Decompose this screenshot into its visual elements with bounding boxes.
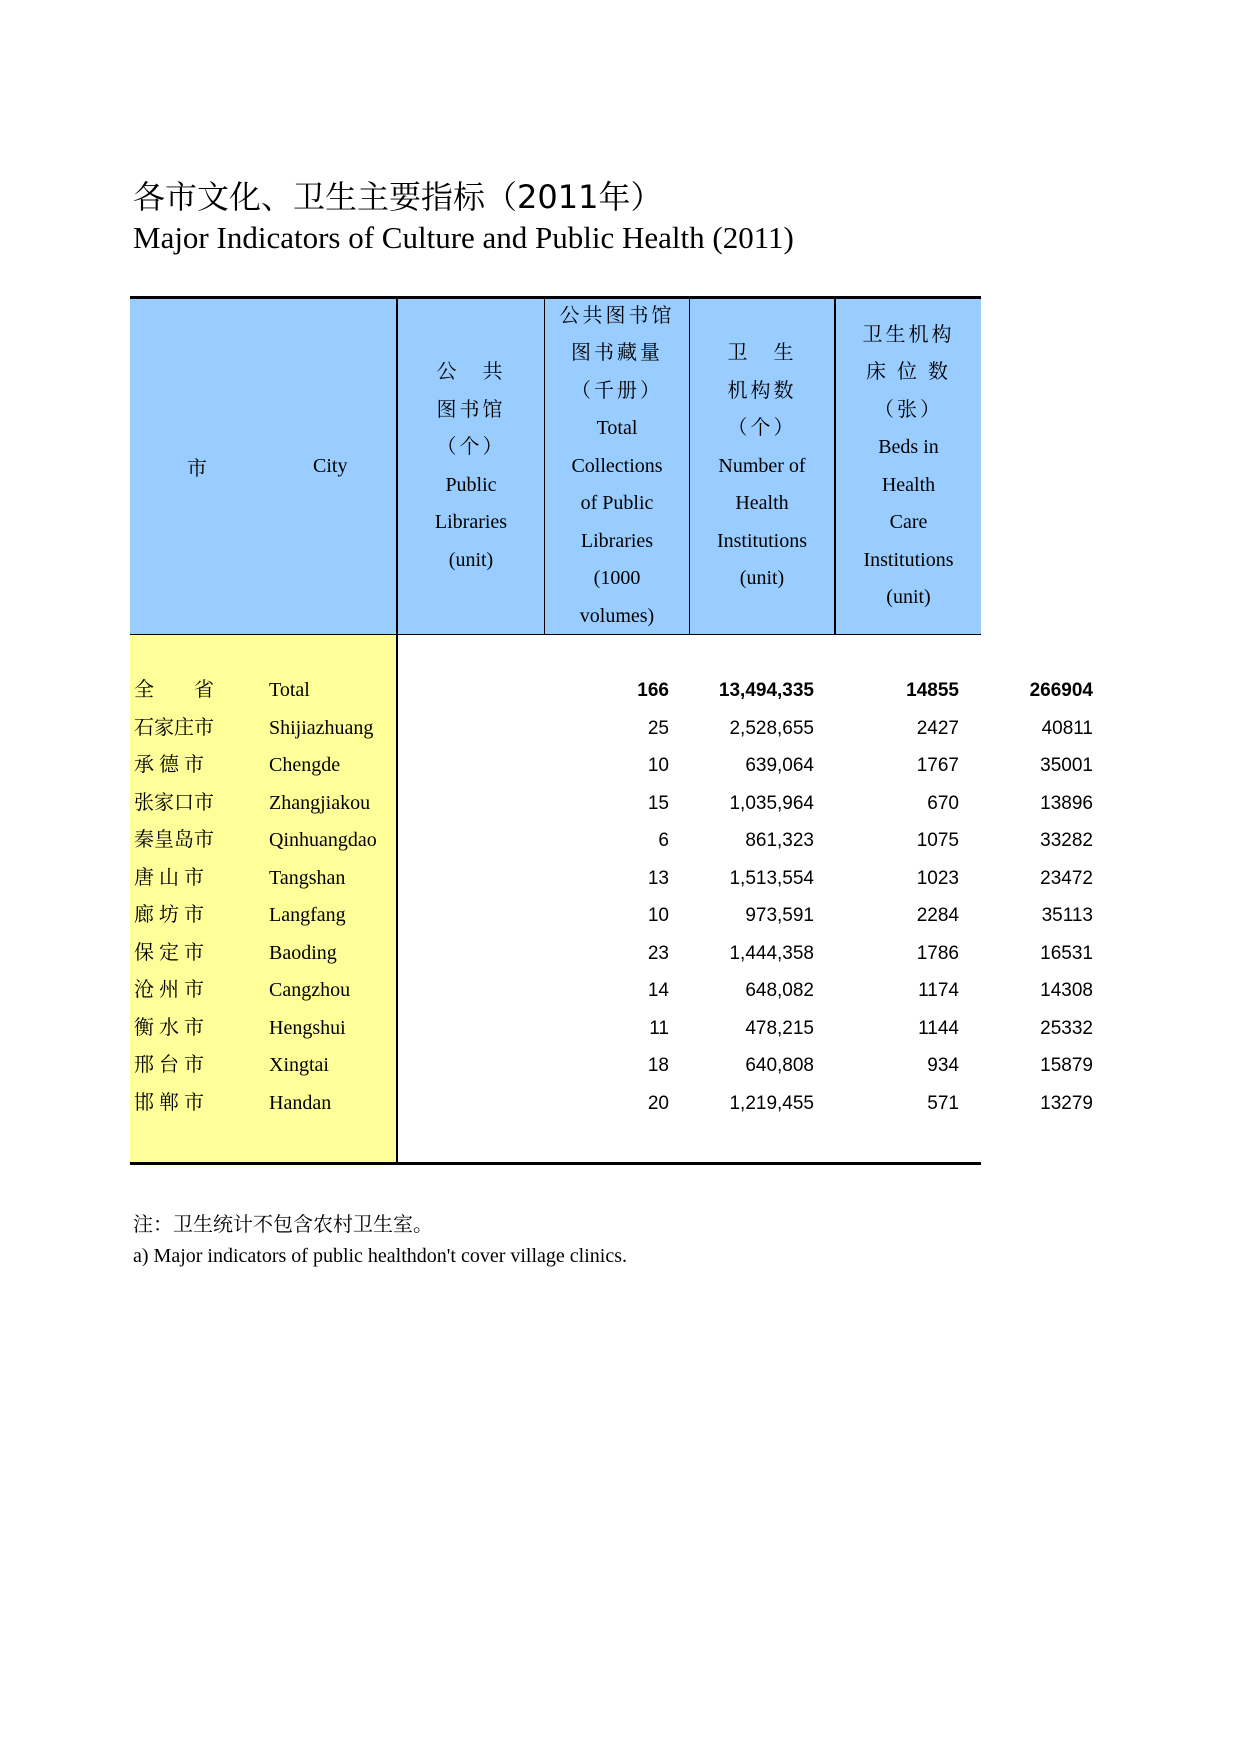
row-collections: 973,591 bbox=[745, 905, 814, 926]
table-row bbox=[130, 822, 1093, 860]
row-city-cn: 张家口市 bbox=[134, 791, 214, 814]
row-city-en: Baoding bbox=[269, 941, 337, 964]
header-line: Libraries bbox=[580, 529, 654, 552]
table-row-total bbox=[130, 672, 1093, 710]
row-libraries: 10 bbox=[647, 755, 669, 776]
header-line: Institutions bbox=[863, 548, 954, 571]
table-row bbox=[130, 860, 1093, 898]
row-city-cn: 石家庄市 bbox=[134, 716, 214, 739]
row-institutions: 1174 bbox=[918, 980, 959, 1001]
table-row bbox=[130, 710, 1093, 748]
page-title-en: Major Indicators of Culture and Public Health (2011) bbox=[133, 220, 794, 255]
row-collections: 1,513,554 bbox=[729, 867, 814, 889]
header-line: 图书藏量 bbox=[571, 342, 663, 365]
header-line: 卫生机构 bbox=[862, 323, 955, 346]
header-line: 图书馆 bbox=[436, 398, 506, 421]
row-beds: 33282 bbox=[1040, 830, 1093, 851]
header-city-cn: 市 bbox=[187, 458, 207, 480]
row-institutions: 571 bbox=[927, 1092, 959, 1114]
row-institutions: 2284 bbox=[916, 905, 959, 926]
header-line: 公共图书馆 bbox=[559, 304, 675, 327]
header-line: Total bbox=[596, 417, 638, 440]
header-line: Collections bbox=[571, 454, 663, 477]
row-city-en: Zhangjiakou bbox=[269, 791, 371, 814]
header-city-en: City bbox=[313, 455, 348, 477]
row-collections: 1,219,455 bbox=[729, 1092, 814, 1114]
indicators-table bbox=[130, 296, 1093, 1166]
table-row bbox=[130, 1047, 1093, 1085]
table-row bbox=[130, 1010, 1093, 1048]
header-line: 卫 生 bbox=[727, 342, 797, 365]
header-line: volumes) bbox=[579, 604, 655, 627]
header-line: （张） bbox=[874, 398, 943, 421]
row-collections: 640,808 bbox=[745, 1055, 814, 1076]
row-city-en: Langfang bbox=[269, 904, 346, 926]
row-institutions: 1767 bbox=[916, 755, 959, 776]
row-beds: 40811 bbox=[1041, 717, 1093, 739]
row-institutions: 2427 bbox=[916, 717, 959, 739]
row-institutions: 670 bbox=[927, 792, 959, 814]
header-line: Public bbox=[445, 473, 497, 496]
header-line: （千册） bbox=[571, 379, 663, 402]
row-city-en: Xingtai bbox=[269, 1054, 329, 1076]
header-line: Health bbox=[735, 492, 789, 515]
row-city-en: Shijiazhuang bbox=[269, 716, 374, 739]
header-line: Health bbox=[881, 473, 936, 496]
header-line: Libraries bbox=[434, 511, 508, 533]
row-institutions: 1075 bbox=[916, 830, 959, 851]
row-libraries: 11 bbox=[649, 1017, 669, 1039]
row-beds: 14308 bbox=[1040, 980, 1093, 1001]
table-row bbox=[130, 972, 1093, 1010]
table-bottom-rule bbox=[130, 1162, 981, 1165]
row-collections: 648,082 bbox=[745, 980, 814, 1001]
header-line: (unit) bbox=[739, 567, 785, 590]
row-beds: 35001 bbox=[1040, 755, 1093, 776]
row-city-cn: 衡 水 市 bbox=[134, 1016, 204, 1039]
row-beds: 23472 bbox=[1040, 867, 1093, 889]
header-line: （个） bbox=[436, 436, 506, 458]
header-line: (1000 bbox=[593, 567, 641, 590]
header-line: （个） bbox=[727, 417, 797, 440]
table-row bbox=[130, 897, 1093, 935]
header-health-institutions bbox=[690, 299, 834, 634]
row-libraries: 6 bbox=[658, 830, 669, 851]
header-line: 机构数 bbox=[727, 379, 797, 402]
row-collections: 639,064 bbox=[745, 755, 814, 776]
header-line: Beds in bbox=[878, 436, 939, 458]
row-collections: 1,035,964 bbox=[729, 792, 814, 814]
row-city-cn: 邢 台 市 bbox=[134, 1054, 204, 1076]
row-beds: 25332 bbox=[1040, 1017, 1093, 1039]
row-city-cn: 廊 坊 市 bbox=[134, 904, 204, 926]
row-city-cn: 邯 郸 市 bbox=[134, 1091, 204, 1114]
row-institutions: 1023 bbox=[916, 867, 959, 889]
row-collections: 861,323 bbox=[745, 830, 814, 851]
footnote-cn: 注：卫生统计不包含农村卫生室。 bbox=[133, 1214, 433, 1236]
footnote-en: a) Major indicators of public healthdon't cover village clinics. bbox=[133, 1245, 628, 1267]
row-city-en: Total bbox=[269, 679, 310, 701]
row-collections: 1,444,358 bbox=[729, 942, 814, 964]
row-libraries: 25 bbox=[647, 717, 669, 739]
row-libraries: 15 bbox=[647, 792, 669, 814]
table-row bbox=[130, 747, 1093, 785]
row-city-cn: 承 德 市 bbox=[134, 754, 204, 776]
row-institutions: 1144 bbox=[918, 1017, 959, 1039]
row-city-en: Cangzhou bbox=[269, 979, 351, 1001]
row-city-en: Tangshan bbox=[269, 866, 346, 889]
row-city-en: Qinhuangdao bbox=[269, 829, 377, 851]
row-beds: 35113 bbox=[1041, 905, 1093, 926]
row-institutions: 934 bbox=[927, 1055, 959, 1076]
row-libraries: 20 bbox=[647, 1092, 669, 1114]
table-row bbox=[130, 785, 1093, 823]
row-beds: 16531 bbox=[1040, 942, 1093, 964]
header-line: (unit) bbox=[448, 548, 494, 571]
table-row bbox=[130, 935, 1093, 973]
header-line: Institutions bbox=[716, 529, 807, 552]
row-collections: 478,215 bbox=[745, 1017, 814, 1039]
row-collections: 13,494,335 bbox=[718, 680, 814, 701]
row-libraries: 14 bbox=[647, 980, 669, 1001]
row-libraries: 13 bbox=[647, 867, 669, 889]
table-row bbox=[130, 1085, 1093, 1123]
row-city-cn: 沧 州 市 bbox=[134, 979, 204, 1001]
row-beds: 266904 bbox=[1029, 680, 1093, 701]
row-beds: 15879 bbox=[1040, 1055, 1093, 1076]
row-city-en: Hengshui bbox=[269, 1016, 346, 1039]
row-city-en: Chengde bbox=[269, 754, 341, 776]
row-libraries: 166 bbox=[637, 680, 669, 701]
header-line: (unit) bbox=[886, 586, 931, 608]
row-institutions: 14855 bbox=[906, 680, 959, 701]
header-line: of Public bbox=[580, 492, 654, 515]
row-city-cn: 唐 山 市 bbox=[134, 866, 204, 889]
page-title-cn: 各市文化、卫生主要指标（2011年） bbox=[133, 178, 663, 216]
header-line: Number of bbox=[718, 454, 806, 477]
row-institutions: 1786 bbox=[916, 942, 959, 964]
header-line: 床 位 数 bbox=[866, 361, 951, 383]
table-header-rule bbox=[130, 634, 981, 635]
row-libraries: 23 bbox=[647, 942, 669, 964]
row-city-en: Handan bbox=[269, 1091, 332, 1114]
header-beds bbox=[836, 299, 981, 634]
row-libraries: 10 bbox=[647, 905, 669, 926]
row-city-cn: 全 省 bbox=[134, 679, 214, 701]
row-city-cn: 秦皇岛市 bbox=[134, 829, 214, 851]
header-public-libraries bbox=[398, 299, 544, 634]
row-city-cn: 保 定 市 bbox=[134, 941, 204, 964]
header-total-collections bbox=[545, 299, 689, 634]
header-line: Care bbox=[889, 511, 928, 533]
row-beds: 13896 bbox=[1040, 792, 1093, 814]
row-libraries: 18 bbox=[647, 1055, 669, 1076]
row-beds: 13279 bbox=[1040, 1092, 1093, 1114]
header-line: 公 共 bbox=[436, 361, 506, 383]
row-collections: 2,528,655 bbox=[729, 717, 814, 739]
